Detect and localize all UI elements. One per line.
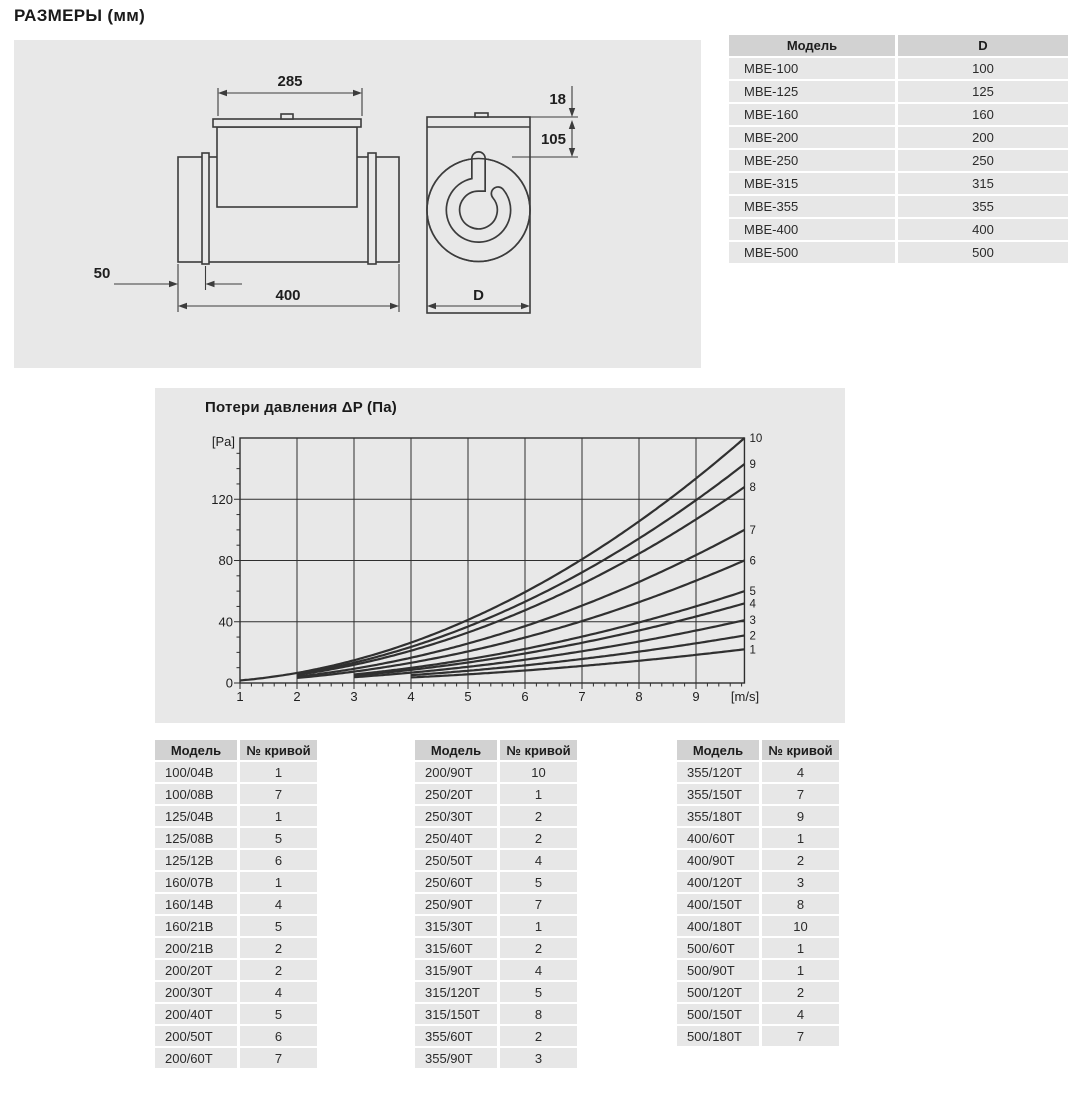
curve-label: 6 [749, 555, 756, 568]
table-row [415, 762, 577, 784]
table-cell: 6 [240, 1026, 317, 1048]
x-tick-label: 4 [407, 689, 415, 704]
table-cell: MBE-500 [729, 242, 898, 265]
x-tick-label: 2 [293, 689, 301, 704]
table-cell: 100 [898, 58, 1068, 81]
table-cell: MBE-315 [729, 173, 898, 196]
table-cell: 250/20T [415, 784, 500, 806]
table-cell: 1 [500, 916, 577, 938]
table-row [415, 828, 577, 850]
table-row [729, 104, 1068, 127]
table-cell: 7 [500, 894, 577, 916]
table-cell: 500 [898, 242, 1068, 265]
table-row [677, 784, 839, 806]
table-cell: 10 [762, 916, 839, 938]
table-cell: 400 [898, 219, 1068, 242]
table-row [415, 1004, 577, 1026]
table-row [415, 894, 577, 916]
curve-label: 2 [749, 630, 756, 643]
page-title: РАЗМЕРЫ (мм) [14, 6, 146, 25]
curve-number-table-3 [677, 740, 839, 1048]
table-cell: 315/120T [415, 982, 500, 1004]
dim-285-label: 285 [277, 73, 303, 90]
header-row [729, 35, 1068, 58]
table-cell: 125/04B [155, 806, 240, 828]
axis-ticks [234, 453, 742, 689]
pressure-loss-chart-panel [155, 388, 845, 723]
table-row [415, 960, 577, 982]
curve-label: 1 [749, 644, 756, 657]
column-header: Модель [155, 740, 240, 762]
table-cell: 400/120T [677, 872, 762, 894]
y-axis-unit-label: [Pa] [211, 434, 235, 449]
y-tick-label: 0 [225, 675, 233, 691]
table-row [415, 982, 577, 1004]
table-cell: 7 [762, 784, 839, 806]
table-cell: 355/60T [415, 1026, 500, 1048]
table-row [677, 1004, 839, 1026]
table-cell: MBE-100 [729, 58, 898, 81]
table-cell: 4 [240, 982, 317, 1004]
table-cell: 200/40T [155, 1004, 240, 1026]
table-row [155, 982, 317, 1004]
table-row [155, 938, 317, 960]
table-cell: 1 [240, 872, 317, 894]
pressure-loss-chart [155, 388, 845, 723]
table-cell: 4 [240, 894, 317, 916]
header-row [677, 740, 839, 762]
table-cell: 355/120T [677, 762, 762, 784]
table-cell: MBE-250 [729, 150, 898, 173]
table-row [729, 58, 1068, 81]
table-cell: 3 [762, 872, 839, 894]
curve-label: 7 [749, 524, 756, 537]
table-cell: 2 [762, 982, 839, 1004]
table-cell: 250/60T [415, 872, 500, 894]
table-cell: 250 [898, 150, 1068, 173]
x-tick-label: 1 [236, 689, 244, 704]
table-row [155, 806, 317, 828]
table-cell: 3 [500, 1048, 577, 1070]
table-cell: 7 [240, 1048, 317, 1070]
model-diameter-table [729, 35, 1068, 265]
table-row [415, 938, 577, 960]
dim-400-label: 400 [275, 287, 301, 304]
table-cell: 125/08B [155, 828, 240, 850]
column-header: D [898, 35, 1068, 58]
table-cell: 125 [898, 81, 1068, 104]
column-header: № кривой [500, 740, 577, 762]
table-row [677, 960, 839, 982]
table-cell: 2 [240, 938, 317, 960]
front-lid-nub [475, 113, 488, 117]
table-cell: 10 [500, 762, 577, 784]
x-tick-label: 8 [635, 689, 643, 704]
column-header: Модель [677, 740, 762, 762]
table-row [155, 850, 317, 872]
header-row [415, 740, 577, 762]
table-cell: 2 [762, 850, 839, 872]
table-row [729, 219, 1068, 242]
table-row [677, 762, 839, 784]
table-cell: 250/30T [415, 806, 500, 828]
table-cell: 250/40T [415, 828, 500, 850]
table-cell: 4 [500, 960, 577, 982]
axis-tick-labels [211, 434, 759, 704]
table-cell: 355/150T [677, 784, 762, 806]
table-cell: 250/50T [415, 850, 500, 872]
dimensions-drawing-panel [14, 40, 701, 368]
table-row [155, 872, 317, 894]
table-cell: 2 [500, 828, 577, 850]
table-cell: 4 [500, 850, 577, 872]
pressure-curves [240, 433, 762, 681]
table-row [155, 762, 317, 784]
control-box-lid [213, 119, 361, 127]
table-cell: 355 [898, 196, 1068, 219]
table-cell: 1 [240, 762, 317, 784]
table-row [155, 894, 317, 916]
column-header: № кривой [762, 740, 839, 762]
pressure-curve [297, 464, 745, 674]
table-row [415, 1048, 577, 1070]
curve-label: 5 [749, 586, 756, 599]
table-row [677, 894, 839, 916]
table-row [677, 828, 839, 850]
x-axis-unit-label: [m/s] [730, 689, 760, 704]
table-cell: 1 [762, 828, 839, 850]
table-cell: 4 [762, 1004, 839, 1026]
table-cell: 315/90T [415, 960, 500, 982]
table-cell: 315 [898, 173, 1068, 196]
curve-label: 3 [749, 615, 756, 628]
x-tick-label: 9 [692, 689, 700, 704]
curve-label: 9 [749, 459, 756, 472]
table-cell: 1 [500, 784, 577, 806]
table-cell: 315/60T [415, 938, 500, 960]
table-cell: 200/21B [155, 938, 240, 960]
table-cell: 125/12B [155, 850, 240, 872]
flange-right [368, 153, 376, 264]
table-cell: 2 [500, 806, 577, 828]
table-row [415, 916, 577, 938]
table-cell: 400/60T [677, 828, 762, 850]
dim-18-label: 18 [549, 91, 566, 108]
table-cell: 200 [898, 127, 1068, 150]
table-row [677, 982, 839, 1004]
y-tick-label: 80 [218, 553, 233, 568]
table-cell: MBE-355 [729, 196, 898, 219]
table-cell: 200/60T [155, 1048, 240, 1070]
table-row [155, 1004, 317, 1026]
table-cell: 355/180T [677, 806, 762, 828]
table-cell: 5 [500, 872, 577, 894]
table-cell: 400/150T [677, 894, 762, 916]
table-cell: 5 [240, 1004, 317, 1026]
table-cell: 2 [240, 960, 317, 982]
curve-number-table-1 [155, 740, 317, 1070]
table-cell: 355/90T [415, 1048, 500, 1070]
table-cell: 100/08B [155, 784, 240, 806]
dim-50-label: 50 [93, 265, 111, 282]
table-cell: MBE-200 [729, 127, 898, 150]
table-cell: 7 [762, 1026, 839, 1048]
y-tick-label: 40 [218, 614, 233, 630]
table-row [729, 242, 1068, 265]
table-cell: 500/120T [677, 982, 762, 1004]
table-cell: MBE-125 [729, 81, 898, 104]
table-row [729, 81, 1068, 104]
table-cell: 8 [500, 1004, 577, 1026]
table-cell: 315/150T [415, 1004, 500, 1026]
header-row [155, 740, 317, 762]
table-cell: 400/90T [677, 850, 762, 872]
table-cell: 500/60T [677, 938, 762, 960]
table-cell: 200/90T [415, 762, 500, 784]
table-row [677, 938, 839, 960]
chart-title: Потери давления ΔP (Па) [205, 399, 397, 416]
x-tick-label: 3 [350, 689, 358, 704]
table-cell: 5 [500, 982, 577, 1004]
x-tick-label: 5 [464, 689, 472, 704]
table-row [415, 784, 577, 806]
table-cell: 1 [762, 960, 839, 982]
table-row [155, 916, 317, 938]
table-row [729, 196, 1068, 219]
table-row [415, 806, 577, 828]
table-row [729, 127, 1068, 150]
table-cell: 500/90T [677, 960, 762, 982]
table-row [415, 872, 577, 894]
table-cell: 200/20T [155, 960, 240, 982]
table-cell: 9 [762, 806, 839, 828]
table-cell: 160/21B [155, 916, 240, 938]
control-box [217, 127, 357, 207]
dim-d-label: D [473, 287, 484, 304]
table-row [677, 872, 839, 894]
curve-number-table-2 [415, 740, 577, 1070]
lid-nub [281, 114, 293, 119]
column-header: Модель [729, 35, 898, 58]
table-cell: 500/150T [677, 1004, 762, 1026]
table-cell: 5 [240, 828, 317, 850]
table-cell: 200/30T [155, 982, 240, 1004]
table-cell: 160/07B [155, 872, 240, 894]
table-cell: 500/180T [677, 1026, 762, 1048]
table-cell: 400/180T [677, 916, 762, 938]
curve-label: 10 [749, 433, 763, 445]
table-cell: 315/30T [415, 916, 500, 938]
column-header: № кривой [240, 740, 317, 762]
table-cell: 250/90T [415, 894, 500, 916]
pressure-curve [240, 438, 745, 681]
table-row [155, 1048, 317, 1070]
table-cell: MBE-160 [729, 104, 898, 127]
pressure-curve [354, 603, 745, 675]
table-cell: 2 [500, 1026, 577, 1048]
table-cell: 1 [762, 938, 839, 960]
table-cell: MBE-400 [729, 219, 898, 242]
table-cell: 160 [898, 104, 1068, 127]
x-tick-label: 7 [578, 689, 586, 704]
curve-label: 8 [749, 482, 756, 494]
table-cell: 1 [240, 806, 317, 828]
dim-105-label: 105 [540, 131, 566, 148]
table-cell: 160/14B [155, 894, 240, 916]
table-row [155, 784, 317, 806]
x-tick-label: 6 [521, 689, 529, 704]
table-row [155, 828, 317, 850]
table-cell: 8 [762, 894, 839, 916]
table-row [677, 850, 839, 872]
curve-label: 4 [749, 598, 756, 611]
table-row [729, 173, 1068, 196]
table-row [677, 806, 839, 828]
table-cell: 6 [240, 850, 317, 872]
table-row [729, 150, 1068, 173]
table-cell: 4 [762, 762, 839, 784]
table-cell: 7 [240, 784, 317, 806]
table-row [677, 1026, 839, 1048]
table-row [415, 850, 577, 872]
column-header: Модель [415, 740, 500, 762]
table-row [155, 1026, 317, 1048]
table-row [155, 960, 317, 982]
y-tick-label: 120 [211, 491, 233, 507]
table-cell: 2 [500, 938, 577, 960]
table-row [677, 916, 839, 938]
table-row [415, 1026, 577, 1048]
table-cell: 200/50T [155, 1026, 240, 1048]
duct-heater-drawing [14, 40, 701, 368]
table-cell: 100/04B [155, 762, 240, 784]
table-cell: 5 [240, 916, 317, 938]
flange-left [202, 153, 209, 264]
